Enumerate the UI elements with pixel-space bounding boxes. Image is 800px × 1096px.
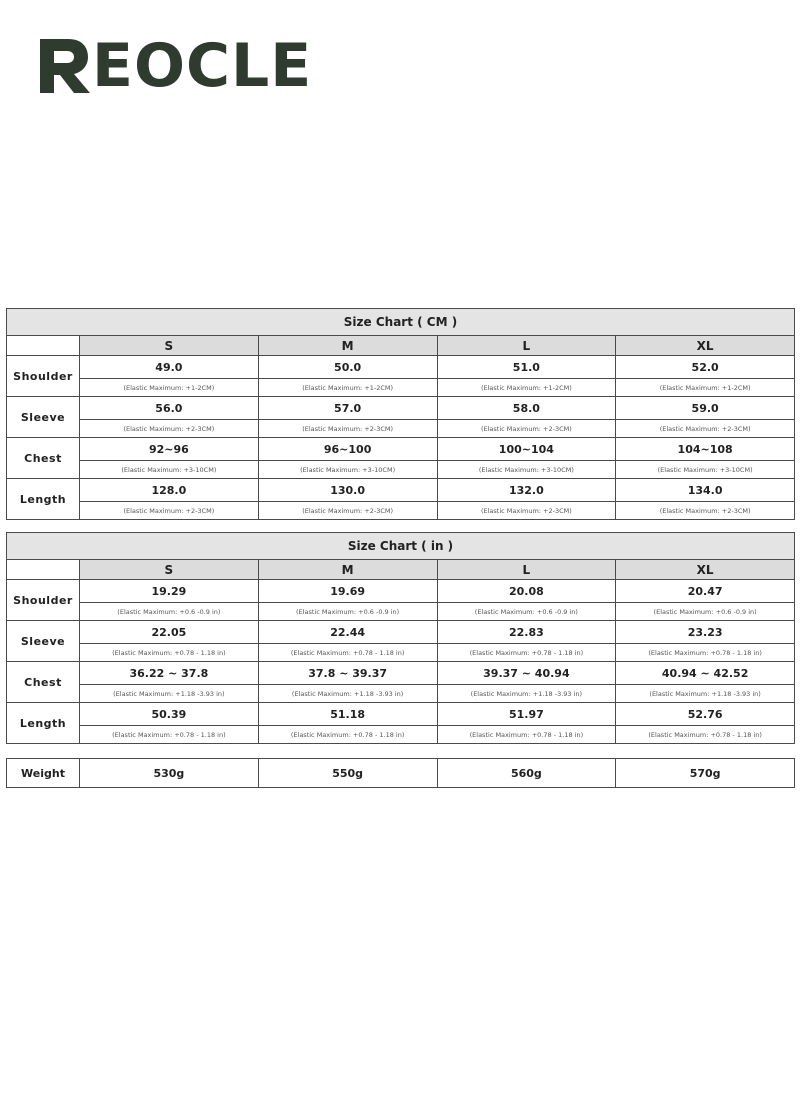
- brand-logo: [34, 31, 313, 101]
- value-cell: 100~104: [437, 438, 616, 461]
- value-cell: 36.22 ~ 37.8: [80, 662, 259, 685]
- value-cell: 49.0: [80, 356, 259, 379]
- value-cell: 52.76: [616, 703, 795, 726]
- elastic-note: (Elastic Maximum: +0.78 - 1.18 in): [616, 726, 795, 744]
- row-label: Shoulder: [7, 356, 80, 397]
- value-cell: 23.23: [616, 621, 795, 644]
- size-header: L: [437, 560, 616, 580]
- value-cell: 59.0: [616, 397, 795, 420]
- elastic-note: (Elastic Maximum: +0.6 -0.9 in): [616, 603, 795, 621]
- elastic-note: (Elastic Maximum: +2-3CM): [616, 420, 795, 438]
- elastic-note: (Elastic Maximum: +3-10CM): [437, 461, 616, 479]
- value-cell: 128.0: [80, 479, 259, 502]
- elastic-note: (Elastic Maximum: +1-2CM): [258, 379, 437, 397]
- value-cell: 39.37 ~ 40.94: [437, 662, 616, 685]
- elastic-note: (Elastic Maximum: +0.78 - 1.18 in): [616, 644, 795, 662]
- elastic-note: (Elastic Maximum: +1-2CM): [80, 379, 259, 397]
- value-cell: 22.44: [258, 621, 437, 644]
- value-cell: 40.94 ~ 42.52: [616, 662, 795, 685]
- size-header: S: [80, 560, 259, 580]
- table-row: [7, 662, 795, 685]
- elastic-note: (Elastic Maximum: +0.6 -0.9 in): [258, 603, 437, 621]
- value-cell: 51.18: [258, 703, 437, 726]
- size-chart-in: [6, 532, 795, 744]
- value-cell: 56.0: [80, 397, 259, 420]
- table-row: [7, 621, 795, 644]
- header-corner: [7, 560, 80, 580]
- table-row: [7, 703, 795, 726]
- elastic-note: (Elastic Maximum: +3-10CM): [616, 461, 795, 479]
- row-label: Length: [7, 703, 80, 744]
- value-cell: 22.83: [437, 621, 616, 644]
- value-cell: 50.39: [80, 703, 259, 726]
- value-cell: 130.0: [258, 479, 437, 502]
- size-header: M: [258, 336, 437, 356]
- table-row: [7, 356, 795, 379]
- elastic-note: (Elastic Maximum: +1-2CM): [437, 379, 616, 397]
- table-title: Size Chart ( CM ): [7, 309, 795, 336]
- table-title: Size Chart ( in ): [7, 533, 795, 560]
- size-header: M: [258, 560, 437, 580]
- table-row: [7, 479, 795, 502]
- value-cell: 51.97: [437, 703, 616, 726]
- value-cell: 104~108: [616, 438, 795, 461]
- elastic-note: (Elastic Maximum: +2-3CM): [258, 420, 437, 438]
- elastic-note: (Elastic Maximum: +0.78 - 1.18 in): [437, 726, 616, 744]
- logo-r-mark: [34, 35, 94, 97]
- value-cell: 134.0: [616, 479, 795, 502]
- elastic-note: (Elastic Maximum: +3-10CM): [80, 461, 259, 479]
- elastic-note: (Elastic Maximum: +1.18 -3.93 in): [437, 685, 616, 703]
- size-header: L: [437, 336, 616, 356]
- logo-wordmark: EOCLE: [92, 31, 313, 101]
- size-header: XL: [616, 560, 795, 580]
- size-chart-cm: [6, 308, 795, 520]
- value-cell: 20.08: [437, 580, 616, 603]
- elastic-note: (Elastic Maximum: +0.78 - 1.18 in): [258, 644, 437, 662]
- value-cell: 132.0: [437, 479, 616, 502]
- value-cell: 92~96: [80, 438, 259, 461]
- value-cell: 50.0: [258, 356, 437, 379]
- elastic-note: (Elastic Maximum: +2-3CM): [437, 420, 616, 438]
- row-label: Chest: [7, 438, 80, 479]
- elastic-note: (Elastic Maximum: +2-3CM): [80, 420, 259, 438]
- weight-cell: 560g: [437, 759, 616, 788]
- table-row: [7, 759, 795, 788]
- value-cell: 52.0: [616, 356, 795, 379]
- weight-cell: 550g: [258, 759, 437, 788]
- size-header: S: [80, 336, 259, 356]
- weight-cell: 530g: [80, 759, 259, 788]
- elastic-note: (Elastic Maximum: +0.78 - 1.18 in): [437, 644, 616, 662]
- row-label: Length: [7, 479, 80, 520]
- table-row: [7, 397, 795, 420]
- row-label: Sleeve: [7, 621, 80, 662]
- elastic-note: (Elastic Maximum: +1-2CM): [616, 379, 795, 397]
- value-cell: 20.47: [616, 580, 795, 603]
- elastic-note: (Elastic Maximum: +1.18 -3.93 in): [80, 685, 259, 703]
- elastic-note: (Elastic Maximum: +0.6 -0.9 in): [80, 603, 259, 621]
- elastic-note: (Elastic Maximum: +0.6 -0.9 in): [437, 603, 616, 621]
- weight-table: [6, 758, 795, 788]
- table-row: [7, 580, 795, 603]
- table-row: [7, 438, 795, 461]
- value-cell: 57.0: [258, 397, 437, 420]
- value-cell: 96~100: [258, 438, 437, 461]
- row-label: Weight: [7, 759, 80, 788]
- elastic-note: (Elastic Maximum: +0.78 - 1.18 in): [80, 726, 259, 744]
- elastic-note: (Elastic Maximum: +0.78 - 1.18 in): [80, 644, 259, 662]
- value-cell: 58.0: [437, 397, 616, 420]
- row-label: Shoulder: [7, 580, 80, 621]
- elastic-note: (Elastic Maximum: +1.18 -3.93 in): [258, 685, 437, 703]
- value-cell: 37.8 ~ 39.37: [258, 662, 437, 685]
- value-cell: 19.29: [80, 580, 259, 603]
- header-corner: [7, 336, 80, 356]
- row-label: Sleeve: [7, 397, 80, 438]
- elastic-note: (Elastic Maximum: +3-10CM): [258, 461, 437, 479]
- value-cell: 19.69: [258, 580, 437, 603]
- elastic-note: (Elastic Maximum: +2-3CM): [616, 502, 795, 520]
- elastic-note: (Elastic Maximum: +2-3CM): [437, 502, 616, 520]
- value-cell: 22.05: [80, 621, 259, 644]
- elastic-note: (Elastic Maximum: +0.78 - 1.18 in): [258, 726, 437, 744]
- row-label: Chest: [7, 662, 80, 703]
- elastic-note: (Elastic Maximum: +2-3CM): [80, 502, 259, 520]
- weight-cell: 570g: [616, 759, 795, 788]
- elastic-note: (Elastic Maximum: +2-3CM): [258, 502, 437, 520]
- size-header: XL: [616, 336, 795, 356]
- elastic-note: (Elastic Maximum: +1.18 -3.93 in): [616, 685, 795, 703]
- value-cell: 51.0: [437, 356, 616, 379]
